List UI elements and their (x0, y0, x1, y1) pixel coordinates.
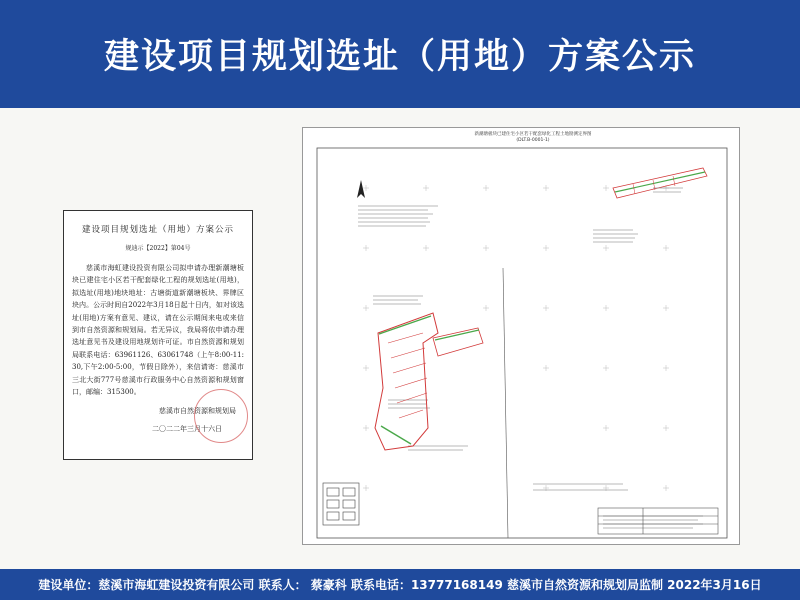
notice-body: 慈溪市海虹建设投资有限公司拟申请办理新潮塘板块已建住宅小区若干配套绿化工程的规划选址(用地)，拟选址(用地)地块地址：古塘街道新潮塘板块、界牌区块内。公示时间自2022年3月18日起十日内，如对该选址(用地)方案有意见、建议，请在公示期间来电或来信到市自然资源和规划局。若无异议，我局将依申请办理选址意见书及建设用地规划许可证。市自然资源和规划局联系电话：63961126、63061748（上午8:00-11:30,下午2:00-5:00，节假日除外），来信请寄：慈溪市三北大街777号慈溪市行政服务中心自然资源和规划窗口，邮编：315300。 (72, 264, 244, 397)
notice-title: 建设项目规划选址（用地）方案公示 (81, 225, 234, 235)
plot-upper-right (613, 168, 707, 198)
top-banner (0, 0, 800, 108)
notice-doc-number: 规迪示【2022】第04号 (125, 245, 191, 252)
map-title (403, 132, 663, 144)
footer-text: 建设单位：慈溪市海虹建设投资有限公司 联系人： 蔡豪科 联系电话：13777168149 慈溪市自然资源和规划局监制 2022年3月16日 (38, 578, 762, 592)
survey-map-drawing (303, 128, 741, 546)
page-title: 建设项目规划选址（用地）方案公示 (103, 37, 696, 77)
annotation-lines (358, 188, 703, 528)
map-title-text: 新潮塘板块已建住宅小区若干配套绿化工程土地勘测定界图 (474, 132, 592, 137)
map-subtitle-text: (DLT.B-0001-1) (516, 138, 550, 143)
notice-date: 二〇二二年三月十六日 (152, 425, 222, 434)
north-arrow-icon (357, 180, 365, 198)
title-block (598, 508, 718, 534)
plot-inset (323, 483, 359, 525)
plot-main (375, 313, 483, 450)
official-seal-icon (194, 389, 248, 443)
survey-map (302, 127, 740, 545)
grid-marks (363, 185, 669, 491)
notice-document (63, 210, 253, 460)
bottom-banner (0, 569, 800, 600)
notice-signature: 慈溪市自然资源和规划局 (159, 407, 236, 416)
